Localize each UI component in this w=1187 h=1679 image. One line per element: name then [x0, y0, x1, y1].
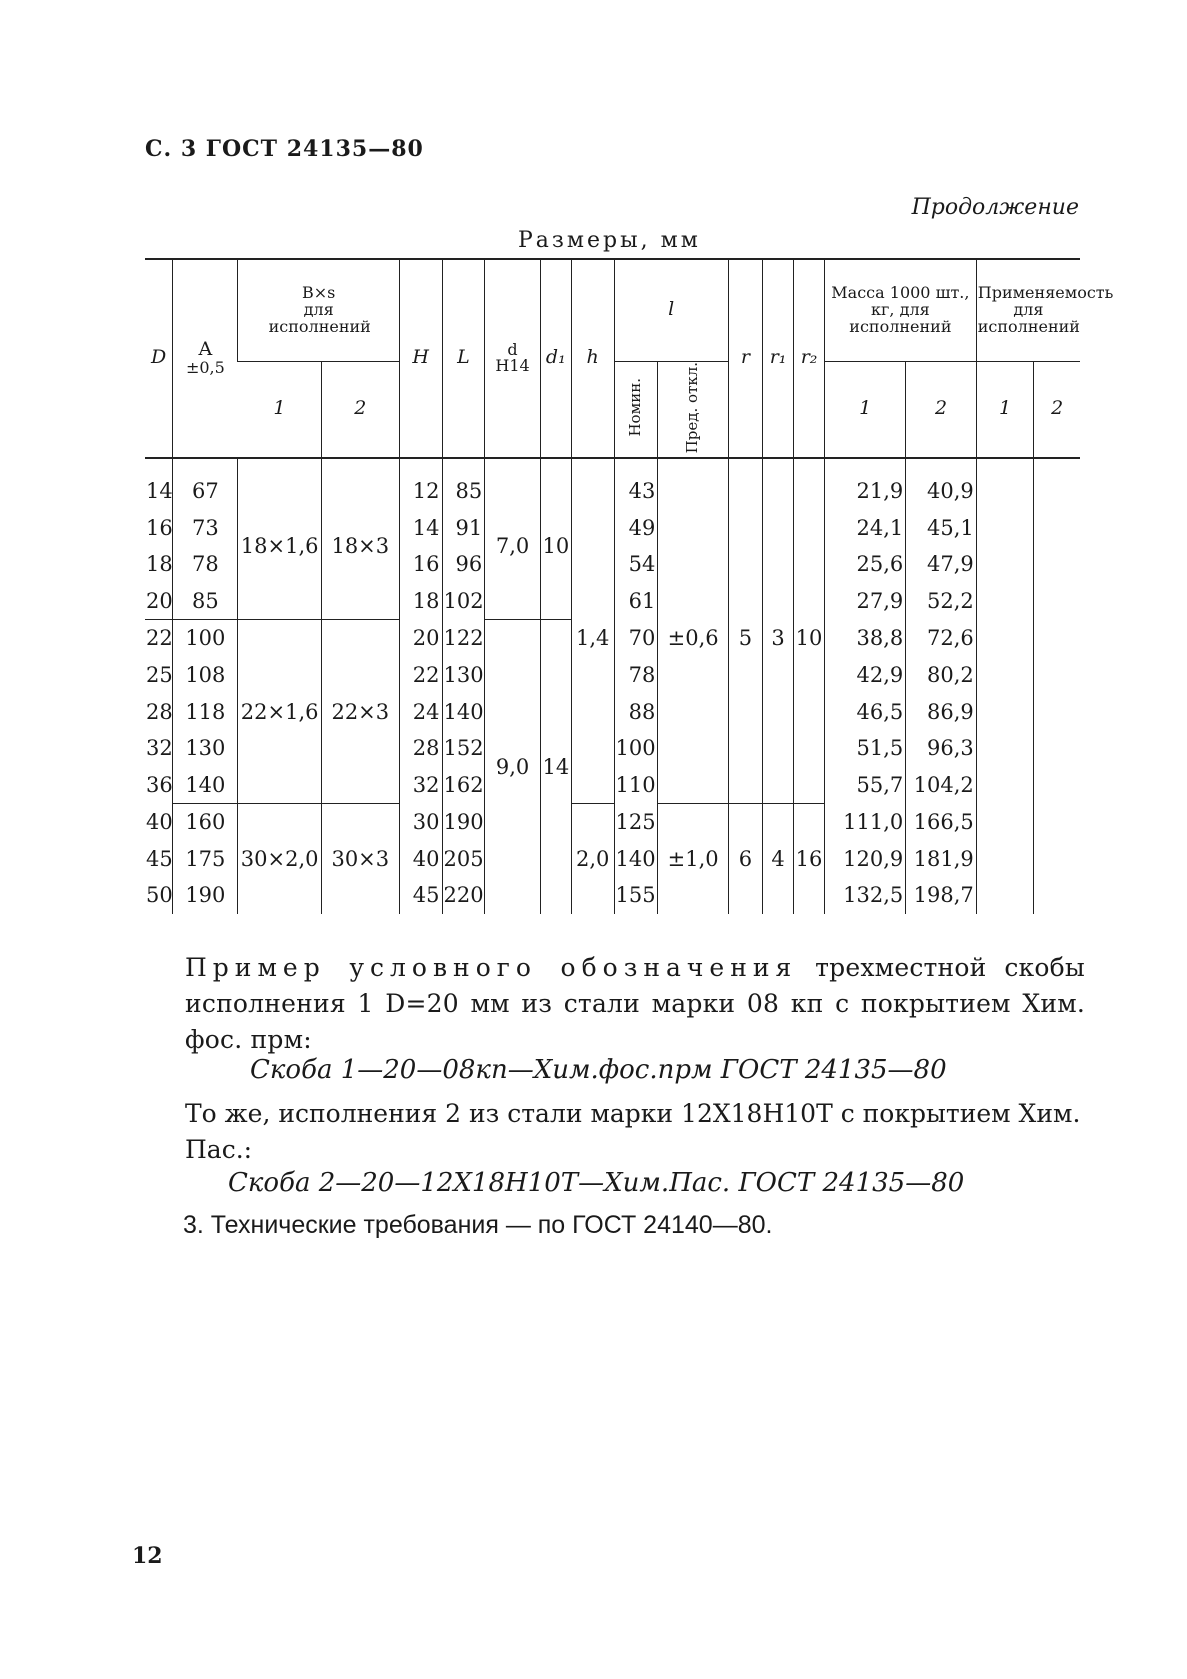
cell-l-nom: 43 [614, 473, 658, 510]
cell-D: 45 [146, 846, 173, 871]
col-header-d-tol: H14 [495, 356, 530, 376]
dimensions-table-wrap [145, 258, 1114, 914]
table-row [145, 803, 1080, 840]
cell-h: 2,0 [571, 803, 614, 913]
cell-A: 190 [173, 877, 238, 914]
cell-bxs2: 18×3 [321, 473, 399, 620]
cell-mass2: 181,9 [906, 841, 977, 878]
cell-bxs2: 30×3 [321, 803, 399, 913]
cell-l-nom: 110 [614, 766, 658, 803]
col-header-d1: d₁ [540, 259, 571, 458]
cell-A: 78 [173, 546, 238, 583]
cell-D: 14 [146, 478, 173, 503]
cell-L: 130 [442, 657, 485, 694]
cell-mass2: 96,3 [906, 730, 977, 767]
cell-mass2: 166,5 [906, 803, 977, 840]
cell-H: 22 [399, 657, 442, 694]
page-number: 12 [132, 1543, 163, 1569]
cell-H: 45 [399, 877, 442, 914]
col-header-D: D [145, 259, 173, 458]
cell-l-dev: ±0,6 [658, 473, 729, 804]
cell-D: 18 [146, 552, 173, 577]
cell-r: 5 [728, 473, 762, 804]
cell-l-dev: ±1,0 [658, 803, 729, 913]
col-header-h: h [571, 259, 614, 458]
l-nom-label: Номин. [626, 377, 645, 437]
cell-L: 220 [442, 877, 485, 914]
cell-D: 36 [146, 772, 173, 797]
col-header-r1: r₁ [763, 259, 794, 458]
cell-mass1: 38,8 [825, 620, 906, 657]
cell-L: 140 [442, 693, 485, 730]
cell-l-nom: 61 [614, 582, 658, 619]
cell-r: 6 [728, 803, 762, 913]
cell-A: 73 [173, 509, 238, 546]
cell-L: 96 [442, 546, 485, 583]
cell-r2: 10 [794, 473, 825, 804]
cell-H: 40 [399, 841, 442, 878]
cell-H: 18 [399, 582, 442, 619]
col-header-r: r [728, 259, 762, 458]
cell-D: 25 [146, 662, 173, 687]
cell-H: 30 [399, 803, 442, 840]
cell-mass2: 72,6 [906, 620, 977, 657]
cell-d1: 10 [540, 473, 571, 620]
cell-mass2: 52,2 [906, 582, 977, 619]
cell-A: 100 [173, 620, 238, 657]
cell-A: 118 [173, 693, 238, 730]
cell-mass2: 47,9 [906, 546, 977, 583]
cell-l-nom: 70 [614, 620, 658, 657]
col-header-applicability: Применяемость для исполнений [976, 259, 1080, 361]
cell-l-nom: 88 [614, 693, 658, 730]
cell-d1: 14 [540, 620, 571, 914]
cell-bxs2: 22×3 [321, 620, 399, 804]
cell-A: 67 [173, 473, 238, 510]
cell-h: 1,4 [571, 473, 614, 804]
cell-l-nom: 54 [614, 546, 658, 583]
cell-mass1: 111,0 [825, 803, 906, 840]
col-header-A-tol: ±0,5 [185, 357, 225, 377]
cell-A: 175 [173, 841, 238, 878]
col-header-l-nom [614, 361, 658, 458]
cell-l-nom: 155 [614, 877, 658, 914]
col-header-L: L [442, 259, 485, 458]
cell-mass2: 198,7 [906, 877, 977, 914]
cell-mass1: 55,7 [825, 766, 906, 803]
cell-A: 130 [173, 730, 238, 767]
col-header-H: H [399, 259, 442, 458]
col-header-bxs-exec2: 2 [321, 361, 399, 458]
cell-L: 102 [442, 582, 485, 619]
col-header-bxs-label: B×s [301, 283, 336, 303]
cell-L: 205 [442, 841, 485, 878]
sizes-caption: Размеры, мм [518, 228, 701, 253]
cell-l-nom: 125 [614, 803, 658, 840]
cell-bxs1: 18×1,6 [238, 473, 321, 620]
col-header-d [485, 259, 541, 458]
cell-L: 85 [442, 473, 485, 510]
col-header-d-label: d [507, 339, 518, 359]
col-header-r2: r₂ [794, 259, 825, 458]
cell-mass1: 27,9 [825, 582, 906, 619]
cell-mass1: 25,6 [825, 546, 906, 583]
cell-H: 12 [399, 473, 442, 510]
cell-d: 9,0 [485, 620, 541, 914]
cell-A: 85 [173, 582, 238, 619]
example-intro-spaced: Пример условного обозначения [185, 953, 798, 982]
cell-H: 32 [399, 766, 442, 803]
cell-L: 190 [442, 803, 485, 840]
cell-mass1: 24,1 [825, 509, 906, 546]
cell-D: 40 [146, 810, 173, 835]
cell-L: 91 [442, 509, 485, 546]
cell-A: 140 [173, 766, 238, 803]
col-header-bxs [238, 259, 399, 361]
cell-A: 108 [173, 657, 238, 694]
col-header-bxs-exec1: 1 [238, 361, 321, 458]
col-header-l: l [614, 259, 728, 361]
col-header-mass-exec2: 2 [906, 361, 977, 458]
cell-L: 162 [442, 766, 485, 803]
cell-mass1: 132,5 [825, 877, 906, 914]
cell-mass1: 51,5 [825, 730, 906, 767]
cell-mass2: 86,9 [906, 693, 977, 730]
example-intro [185, 950, 1085, 1058]
example-intro-rest: трехместной скобы исполнения 1 D=20 мм из стали марки 08 кп с покрытием Хим. фос. прм: [185, 953, 1085, 1054]
cell-l-nom: 49 [614, 509, 658, 546]
cell-l-nom: 100 [614, 730, 658, 767]
cell-H: 20 [399, 620, 442, 657]
cell-d: 7,0 [485, 473, 541, 620]
cell-mass1: 120,9 [825, 841, 906, 878]
cell-bxs1: 22×1,6 [238, 620, 321, 804]
page-header: С. 3 ГОСТ 24135—80 [145, 136, 424, 162]
cell-mass2: 80,2 [906, 657, 977, 694]
cell-bxs1: 30×2,0 [238, 803, 321, 913]
table-row [145, 473, 1080, 510]
cell-H: 14 [399, 509, 442, 546]
cell-D: 50 [146, 883, 173, 908]
cell-H: 28 [399, 730, 442, 767]
cell-mass2: 104,2 [906, 766, 977, 803]
col-header-mass-exec1: 1 [825, 361, 906, 458]
tech-requirements: 3. Технические требования — по ГОСТ 24140—80. [183, 1211, 773, 1239]
cell-H: 24 [399, 693, 442, 730]
col-header-bxs-sub: для исполнений [268, 299, 371, 336]
cell-r1: 4 [763, 803, 794, 913]
continuation-label: Продолжение [911, 195, 1079, 220]
cell-r2: 16 [794, 803, 825, 913]
cell-D: 22 [145, 620, 173, 657]
cell-D: 20 [146, 588, 173, 613]
cell-D: 16 [146, 515, 173, 540]
col-header-app-exec1: 1 [976, 361, 1034, 458]
cell-L: 122 [442, 620, 485, 657]
cell-L: 152 [442, 730, 485, 767]
col-header-mass: Масса 1000 шт., кг, для исполнений [825, 259, 977, 361]
cell-app2 [1034, 473, 1080, 914]
cell-mass1: 46,5 [825, 693, 906, 730]
col-header-l-dev [658, 361, 729, 458]
example-designation-1: Скоба 1—20—08кп—Хим.фос.прм ГОСТ 24135—80 [250, 1055, 947, 1085]
cell-mass2: 45,1 [906, 509, 977, 546]
cell-r1: 3 [763, 473, 794, 804]
cell-mass1: 42,9 [825, 657, 906, 694]
example-designation-2: Скоба 2—20—12Х18Н10Т—Хим.Пас. ГОСТ 24135—80 [228, 1168, 965, 1198]
l-dev-label: Пред. откл. [683, 361, 702, 453]
cell-mass1: 21,9 [825, 473, 906, 510]
cell-l-nom: 78 [614, 657, 658, 694]
cell-A: 160 [173, 803, 238, 840]
col-header-A-label: A [198, 337, 213, 360]
same-exec2-text: То же, исполнения 2 из стали марки 12Х18Н10Т с покрытием Хим. Пас.: [185, 1099, 1081, 1164]
cell-mass2: 40,9 [906, 473, 977, 510]
dimensions-table [145, 258, 1114, 914]
cell-app1 [976, 473, 1034, 914]
cell-l-nom: 140 [614, 841, 658, 878]
col-header-A [173, 259, 238, 458]
cell-H: 16 [399, 546, 442, 583]
cell-D: 32 [146, 736, 173, 761]
cell-D: 28 [146, 699, 173, 724]
col-header-app-exec2: 2 [1034, 361, 1080, 458]
